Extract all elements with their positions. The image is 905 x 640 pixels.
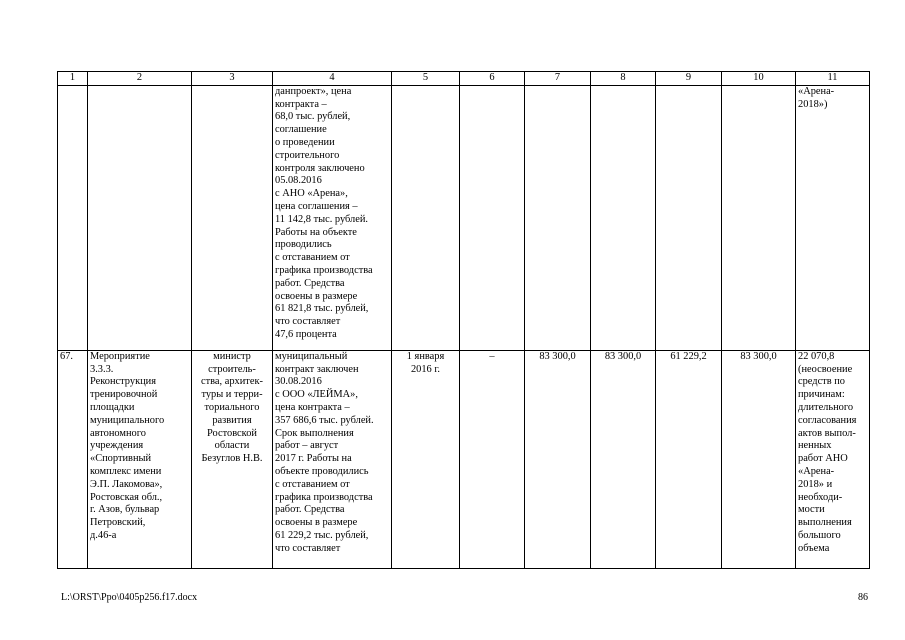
table-cell	[656, 85, 722, 350]
header-cell: 11	[796, 72, 870, 86]
table-cell-amount: 83 300,0	[525, 350, 591, 568]
table-cell	[722, 85, 796, 350]
header-cell: 5	[392, 72, 460, 86]
table-cell-note: «Арена- 2018»)	[796, 85, 870, 350]
table-row-67	[58, 350, 870, 568]
table-cell	[392, 85, 460, 350]
header-cell: 7	[525, 72, 591, 86]
header-cell: 6	[460, 72, 525, 86]
table-cell-date: 1 января 2016 г.	[392, 350, 460, 568]
row-number: 67.	[58, 350, 88, 568]
table-cell	[58, 85, 88, 350]
table-cell	[460, 85, 525, 350]
table-cell	[88, 85, 192, 350]
header-cell: 9	[656, 72, 722, 86]
table-cell-amount: 83 300,0	[722, 350, 796, 568]
header-cell: 2	[88, 72, 192, 86]
table-row-continued	[58, 85, 870, 350]
table-cell	[591, 85, 656, 350]
table-cell-note: 22 070,8 (неосвоение средств по причинам: длительного согласования актов выпол- ненных работ АНО «Арена- 2018» и необходи- мости выполнения большого объема	[796, 350, 870, 568]
table-cell	[192, 85, 273, 350]
table-cell	[525, 85, 591, 350]
footer-file-path: L:\ORST\Ppo\0405p256.f17.docx	[61, 592, 198, 603]
header-cell: 4	[273, 72, 392, 86]
table-cell-amount: 61 229,2	[656, 350, 722, 568]
table-cell-description: данпроект», цена контракта – 68,0 тыс. рублей, соглашение о проведении строительного контроля заключено 05.08.2016 с АНО «Арена», цена соглашения – 11 142,8 тыс. рублей. Работы на объекте проводились с отставанием от графика производства работ. Средства освоены в размере 61 821,8 тыс. рублей, что составляет 47,6 процента	[273, 85, 392, 350]
data-table	[57, 71, 870, 569]
footer-page-number: 86	[858, 592, 868, 603]
table-cell-responsible: министр строитель- ства, архитек- туры и терри- ториального развития Ростовской области Безуглов Н.В.	[192, 350, 273, 568]
table-cell-amount: 83 300,0	[591, 350, 656, 568]
header-cell: 1	[58, 72, 88, 86]
table-cell-dash: –	[460, 350, 525, 568]
header-cell: 8	[591, 72, 656, 86]
table-cell-measure: Мероприятие 3.3.3. Реконструкция тренировочной площадки муниципального автономного учреждения «Спортивный комплекс имени Э.П. Лакомова», Ростовская обл., г. Азов, бульвар Петровский, д.46-а	[88, 350, 192, 568]
header-cell: 10	[722, 72, 796, 86]
header-cell: 3	[192, 72, 273, 86]
table-cell-description: муниципальный контракт заключен 30.08.2016 с ООО «ЛЕЙМА», цена контракта – 357 686,6 тыс. рублей. Срок выполнения работ – август 2017 г. Работы на объекте проводились с отставанием от графика производства работ. Средства освоены в размере 61 229,2 тыс. рублей, что составляет	[273, 350, 392, 568]
table-header-row	[58, 72, 870, 86]
